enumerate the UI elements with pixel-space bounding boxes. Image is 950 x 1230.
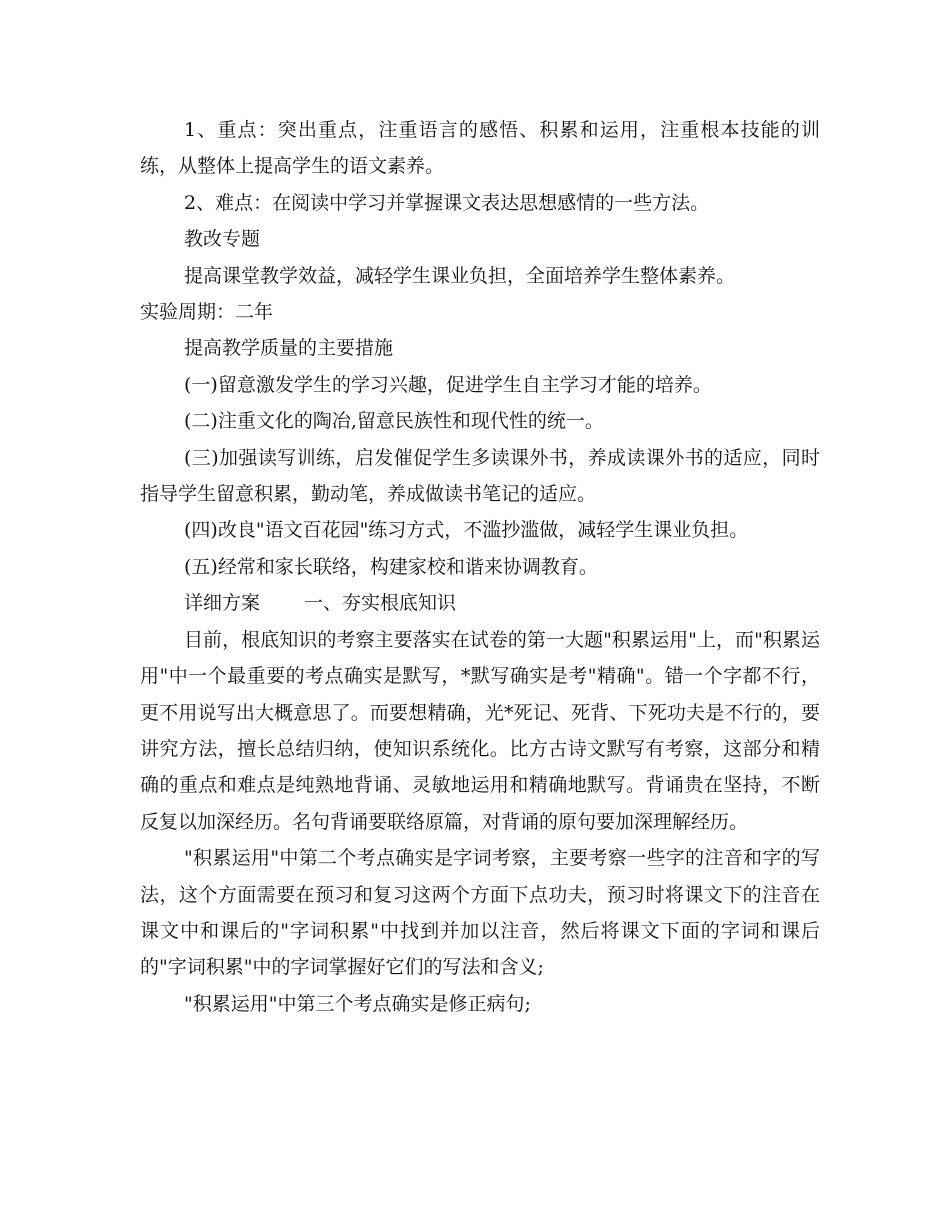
measure-item-1: (一)留意激发学生的学习兴趣，促进学生自主学习才能的培养。 — [184, 373, 712, 396]
measure-item-4: (四)改良"语文百花园"练习方式，不滥抄滥做，减轻学生课业负担。 — [184, 519, 749, 542]
measure-item-3: (三)加强读写训练，启发催促学生多读课外书，养成读课外书的适应，同时指导学生留意积累，勤动笔，养成做读书笔记的适应。 — [140, 446, 820, 506]
measure-item-5: (五)经常和家长联络，构建家校和谐来协调教育。 — [184, 555, 598, 578]
document-page — [140, 112, 820, 1022]
paragraph-experiment-period: 实验周期：二年 — [140, 301, 274, 324]
paragraph-key-points: 1、重点：突出重点，注重语言的感悟、积累和运用，注重根本技能的训练，从整体上提高学生的语文素养。 — [140, 119, 820, 178]
paragraph-sentence-correction: "积累运用"中第三个考点确实是修正病句; — [184, 992, 531, 1015]
measure-item-2: (二)注重文化的陶冶,留意民族性和现代性的统一。 — [184, 410, 604, 433]
detailed-plan-label: 详细方案 — [184, 592, 261, 615]
section-one-title: 一、夯实根底知识 — [304, 592, 457, 615]
paragraph-word-test: "积累运用"中第二个考点确实是字词考察，主要考察一些字的注音和字的写法，这个方面需要在预习和复习这两个方面下点功夫，预习时将课文下的注音在课文中和课后的"字词积累"中找到并加以注音，然后将课文下面的字词和课后的"字词积累"中的字词掌握好它们的写法和含义; — [140, 847, 820, 979]
paragraph-difficulties: 2、难点：在阅读中学习并掌握课文表达思想感情的一些方法。 — [184, 191, 710, 214]
paragraph-reform-goal: 提高课堂教学效益，减轻学生课业负担，全面培养学生整体素养。 — [184, 264, 736, 287]
heading-detailed-plan — [140, 585, 820, 621]
heading-main-measures: 提高教学质量的主要措施 — [184, 337, 394, 360]
paragraph-basic-knowledge: 目前，根底知识的考察主要落实在试卷的第一大题"积累运用"上，而"积累运用"中一个最重要的考点确实是默写，*默写确实是考"精确"。错一个字都不行，更不用说写出大概意思了。而要想精确，光*死记、死背、下死功夫是不行的，要讲究方法，擅长总结归纳，使知识系统化。比方古诗文默写有考察，这部分和精确的重点和难点是纯熟地背诵、灵敏地运用和精确地默写。背诵贵在坚持，不断反复以加深经历。名句背诵要联络原篇，对背诵的原句要加深理解经历。 — [140, 628, 820, 833]
heading-reform-topic: 教改专题 — [184, 228, 261, 251]
